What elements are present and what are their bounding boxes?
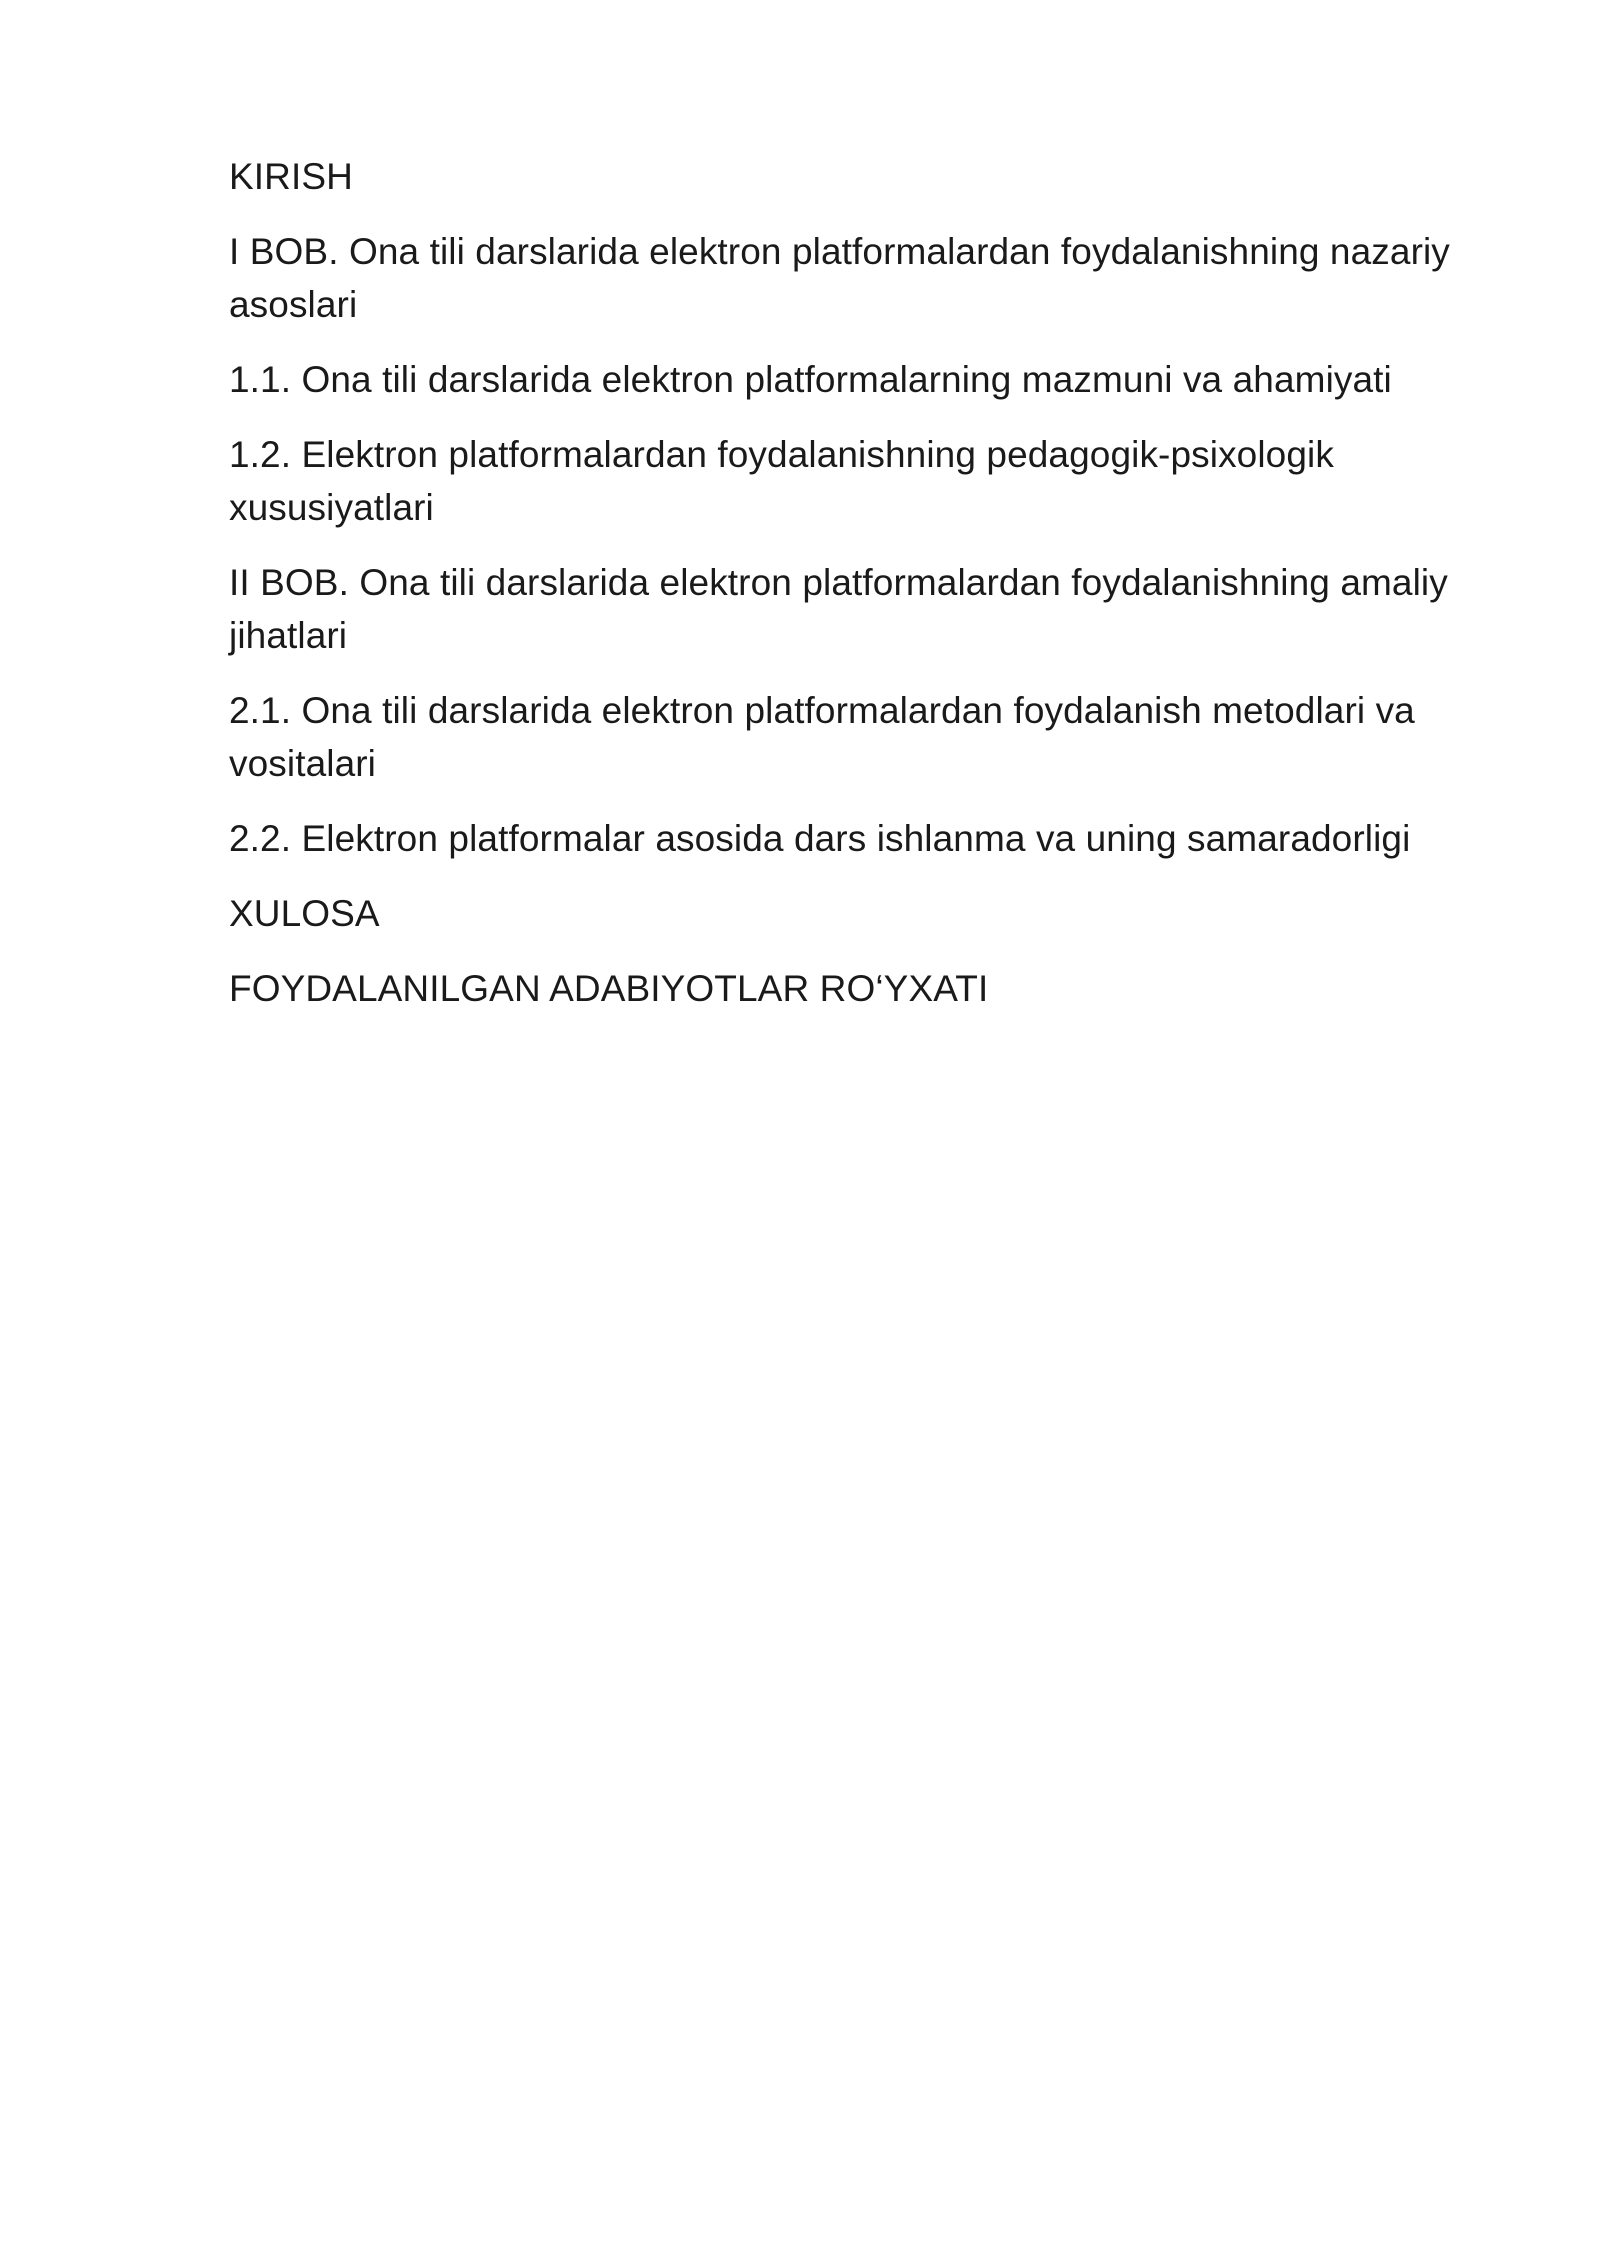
toc-entry-section-2-2: 2.2. Elektron platformalar asosida dars ishlanma va uning samaradorligi <box>229 818 1411 859</box>
toc-entry-introduction: KIRISH <box>229 156 353 197</box>
table-of-contents <box>229 150 1479 1037</box>
toc-entry-section-1-2: 1.2. Elektron platformalardan foydalanishning pedagogik-psixologik xususiyatlari <box>229 434 1334 528</box>
toc-entry-chapter-2: II BOB. Ona tili darslarida elektron platformalardan foydalanishning amaliy jihatlari <box>229 562 1448 656</box>
toc-entry-references: FOYDALANILGAN ADABIYOTLAR RO‘YXATI <box>229 968 989 1009</box>
toc-entry-chapter-1: I BOB. Ona tili darslarida elektron platformalardan foydalanishning nazariy asoslari <box>229 231 1450 325</box>
toc-entry-section-2-1: 2.1. Ona tili darslarida elektron platformalardan foydalanish metodlari va vositalari <box>229 690 1415 784</box>
toc-entry-conclusion: XULOSA <box>229 893 380 934</box>
toc-entry-section-1-1: 1.1. Ona tili darslarida elektron platformalarning mazmuni va ahamiyati <box>229 359 1392 400</box>
